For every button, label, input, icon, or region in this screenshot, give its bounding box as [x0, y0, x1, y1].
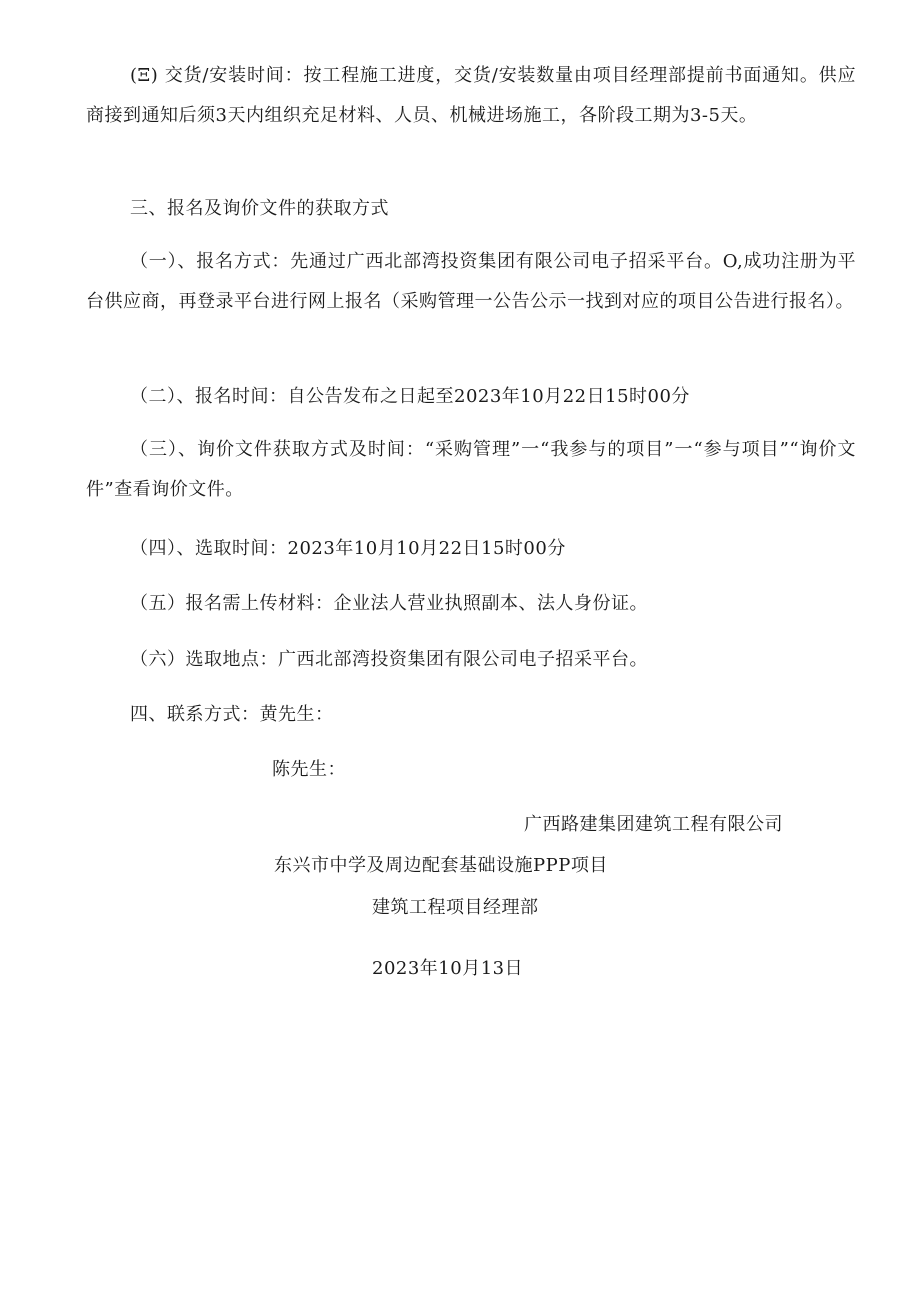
contact-heading: 四、联系方式：黄先生：	[130, 704, 334, 725]
selection-time-line: （四）、选取时间：2023年10月10月22日15时00分	[130, 538, 566, 559]
signature-company: 广西路建集团建筑工程有限公司	[524, 814, 783, 835]
delivery-time-paragraph: (Ξ) 交货/安装时间：按工程施工进度，交货/安装数量由项目经理部提前书面通知。供应商接到通知后须3天内组织充足材料、人员、机械进场施工，各阶段工期为3-5天。	[86, 65, 856, 126]
signature-department: 建筑工程项目经理部	[372, 897, 539, 918]
selection-location-line: （六）选取地点：广西北部湾投资集团有限公司电子招采平台。	[130, 649, 648, 670]
signature-project: 东兴市中学及周边配套基础设施PPP项目	[274, 855, 608, 876]
contact-chen: 陈先生：	[272, 759, 346, 780]
upload-materials-line: （五）报名需上传材料：企业法人营业执照副本、法人身份证。	[130, 593, 648, 614]
registration-method-paragraph: （一）、报名方式：先通过广西北部湾投资集团有限公司电子招采平台。O,成功注册为平台供应商，再登录平台进行网上报名（采购管理一公告公示一找到对应的项目公告进行报名）。	[86, 251, 856, 312]
registration-time-line: （二）、报名时间：自公告发布之日起至2023年10月22日15时00分	[130, 386, 690, 407]
document-acquisition-paragraph: （三）、询价文件获取方式及时间：“采购管理”一“我参与的项目”一“参与项目”“询价文件”查看询价文件。	[86, 439, 856, 500]
signature-date: 2023年10月13日	[372, 958, 524, 979]
section3-heading: 三、报名及询价文件的获取方式	[130, 198, 389, 219]
